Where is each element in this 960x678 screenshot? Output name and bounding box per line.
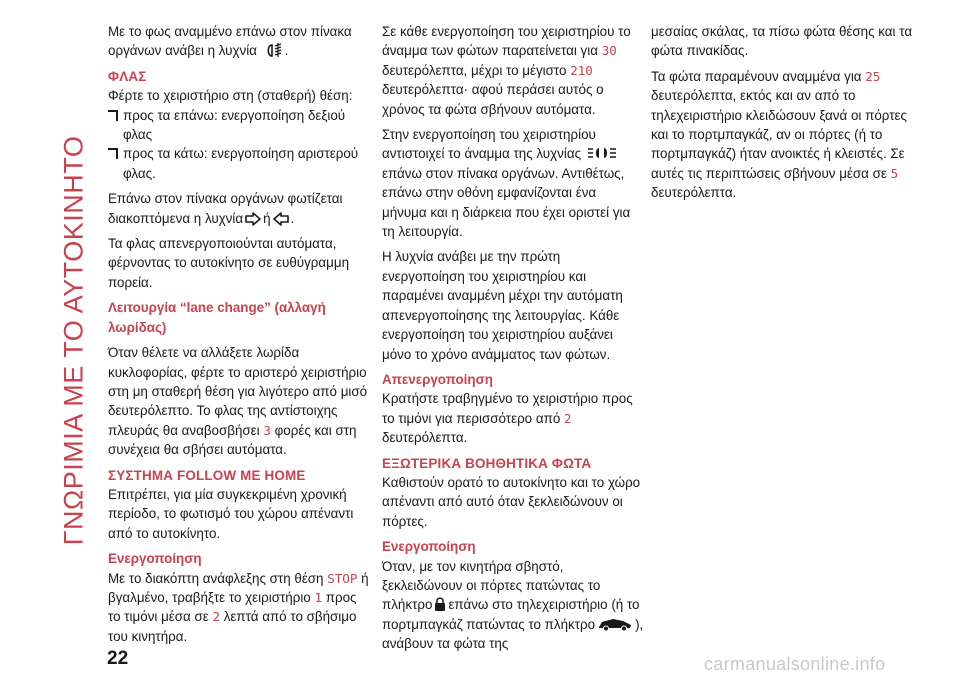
page-number: 22 (107, 648, 129, 669)
paragraph-follow-me-home: Επιτρέπει, για μία συγκεκριμένη χρονική περίοδο, το φωτισμό του χώρου απέναντι από το αυτοκίνητο. (108, 486, 354, 541)
paragraph-lamp: Στην ενεργοποίηση του χειριστηρίου αντιστοιχεί το άναμμα της λυχνίας επάνω στον πίνακα οργάνων. Αντιθέτως, επάνω στην οθόνη εμφανίζονται ένα μήνυμα και η διάρκεια που έχει οριστεί για τη λειτουργία. (382, 127, 631, 240)
low-beam-icon (263, 43, 283, 58)
paragraph-lamp-behaviour: Η λυχνία ανάβει με την πρώτη ενεργοποίηση του χειριστηρίου και παραμένει αναμμένη μέχρι την αυτόματη απενεργοποίησης της λειτουργίας. Κάθε ενεργοποίηση του χειριστηρίου αυξάνει μόνο το χρόνο ανάμματος των φώτων. (382, 249, 623, 362)
text-column-3 (651, 22, 913, 209)
text-column-1 (108, 22, 370, 652)
watermark: carmanualsonline.info (704, 654, 886, 674)
heading-flas: ΦΛΑΣ (108, 68, 147, 84)
paragraph-extension: Σε κάθε ενεργοποίηση του χειριστηρίου το άναμμα των φώτων παρατείνεται για 30 δευτερόλεπτα, μέχρι το μέγιστο 210 δευτερόλεπτα· αφού περάσει αυτός ο χρόνος τα φώτα σβήνουν αυτόματα. (382, 24, 631, 117)
heading-follow-me-home: ΣΥΣΤΗΜΑ FOLLOW ME HOME (108, 467, 306, 483)
turn-right-indicator-icon (245, 212, 261, 226)
paragraph-exterior-lights: Καθιστούν ορατό το αυτοκίνητο και το χώρο απέναντι από αυτό όταν ξεκλειδώνουν οι πόρτες. (382, 474, 641, 529)
paragraph-flas: Φέρτε το χειριστήριο στη (σταθερή) θέση: (108, 88, 353, 104)
heading-exterior-lights: ΕΞΩΤΕΡΙΚΑ ΒΟΗΘΗΤΙΚΑ ΦΩΤΑ (382, 455, 592, 471)
paragraph-lights-duration: Τα φώτα παραμένουν αναμμένα για 25 δευτερόλεπτα, εκτός και αν από το τηλεχειριστήριο κλειδώσουν ξανά οι πόρτες και το πορτμπαγκάζ, αν οι πόρτες (ή το πορτμπαγκάζ) ήταν ανοικτές ή κλειστές. Σε αυτές τις περιπτώσεις σβήνουν μέσα σε 5 δευτερόλεπτα. (651, 68, 907, 201)
bullet-down: προς τα κάτω: ενεργοποίηση αριστερού φλας. (108, 144, 370, 183)
heading-deactivation: Απενεργοποίηση (382, 371, 493, 387)
paragraph-auto-off: Τα φλας απενεργοποιούνται αυτόματα, φέρνοντας το αυτοκίνητο σε ευθύγραμμη πορεία. (108, 236, 350, 290)
bullet-bracket-icon (108, 110, 118, 121)
paragraph-low-beam: Με το φως αναμμένο επάνω στον πίνακα οργάνων ανάβει η λυχνία . (108, 24, 352, 59)
turn-left-indicator-icon (273, 212, 289, 226)
bullet-up: προς τα επάνω: ενεργοποίηση δεξιού φλας (108, 106, 370, 145)
paragraph-lights-on: μεσαίας σκάλας, τα πίσω φώτα θέσης και τα φώτα πινακίδας. (651, 24, 913, 59)
lock-icon (434, 596, 446, 612)
chapter-side-title (55, 14, 93, 666)
paragraph-lane-change: Όταν θέλετε να αλλάξετε λωρίδα κυκλοφορίας, φέρτε το αριστερό χειριστήριο στη μη σταθερή θέση για λιγότερο από μισό δευτερόλεπτο. Το φλας της αντίστοιχης πλευράς θα αναβοσβήσει 3 φορές και στη συνέχεια θα σβήσει αυτόματα. (108, 345, 368, 458)
lane-change-indicator-icon (587, 145, 617, 161)
heading-activation: Ενεργοποίηση (108, 551, 202, 567)
bullet-bracket-icon (108, 148, 118, 159)
paragraph-activation: Με το διακόπτη ανάφλεξης στη θέση STOP ή βγαλμένο, τραβήξτε το χειριστήριο 1 προς το τιμόνι μέσα σε 2 λεπτά από το σβήσιμο του κινητήρα. (108, 570, 369, 644)
heading-activation-2: Ενεργοποίηση (382, 539, 476, 555)
car-icon (597, 616, 633, 632)
paragraph-deactivation: Κρατήστε τραβηγμένο το χειριστήριο προς το τιμόνι για περισσότερο από 2 δευτερόλεπτα. (382, 391, 633, 446)
text-column-2 (382, 22, 644, 660)
heading-lane-change: Λειτουργία “lane change” (αλλαγή λωρίδας) (108, 300, 326, 335)
paragraph-activation-2: Όταν, με τον κινητήρα σβηστό, ξεκλειδώνουν οι πόρτες πατώντας το πλήκτρο επάνω στο τηλεχειριστήριο (ή το πορτμπαγκάζ πατώντας το πλήκτρο ), ανάβουν τα φώτα της (382, 558, 644, 652)
paragraph-indicator: Επάνω στον πίνακα οργάνων φωτίζεται διακοπτόμενα η λυχνία ή . (108, 191, 343, 226)
chapter-title-text: ΓΝΩΡΙΜΙΑ ΜΕ ΤΟ ΑΥΤΟΚΙΝΗΤΟ (58, 135, 89, 545)
